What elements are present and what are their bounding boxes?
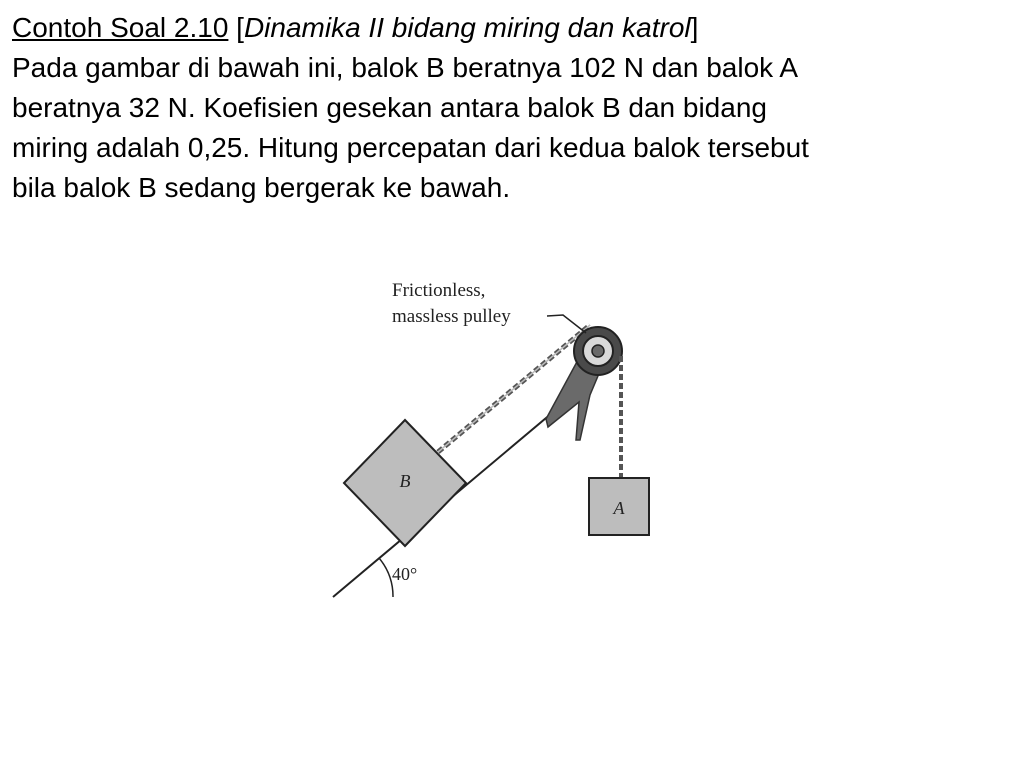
- problem-title-topic: Dinamika II bidang miring dan katrol: [243, 12, 691, 43]
- angle-arc: [379, 558, 393, 597]
- pulley-caption-leader: [547, 315, 586, 333]
- title-bracket-close: ]: [690, 12, 699, 43]
- problem-line-1: Pada gambar di bawah ini, balok B beratnya 102 N dan balok A: [12, 52, 799, 83]
- problem-line-3: miring adalah 0,25. Hitung percepatan dari kedua balok tersebut: [12, 132, 809, 163]
- block-a-label: A: [613, 498, 625, 518]
- problem-title-main: Contoh Soal 2.10: [12, 12, 229, 43]
- pulley-caption-line-1: Frictionless,: [392, 280, 486, 301]
- problem-line-2: beratnya 32 N. Koefisien gesekan antara balok B dan bidang: [12, 92, 767, 123]
- angle-label: 40°: [392, 564, 418, 584]
- pulley-axle: [592, 345, 604, 357]
- pulley-caption-line-2: massless pulley: [392, 306, 511, 327]
- block-b-label: B: [399, 471, 411, 491]
- title-bracket-open: [: [236, 12, 244, 43]
- problem-line-4: bila balok B sedang bergerak ke bawah.: [12, 172, 511, 203]
